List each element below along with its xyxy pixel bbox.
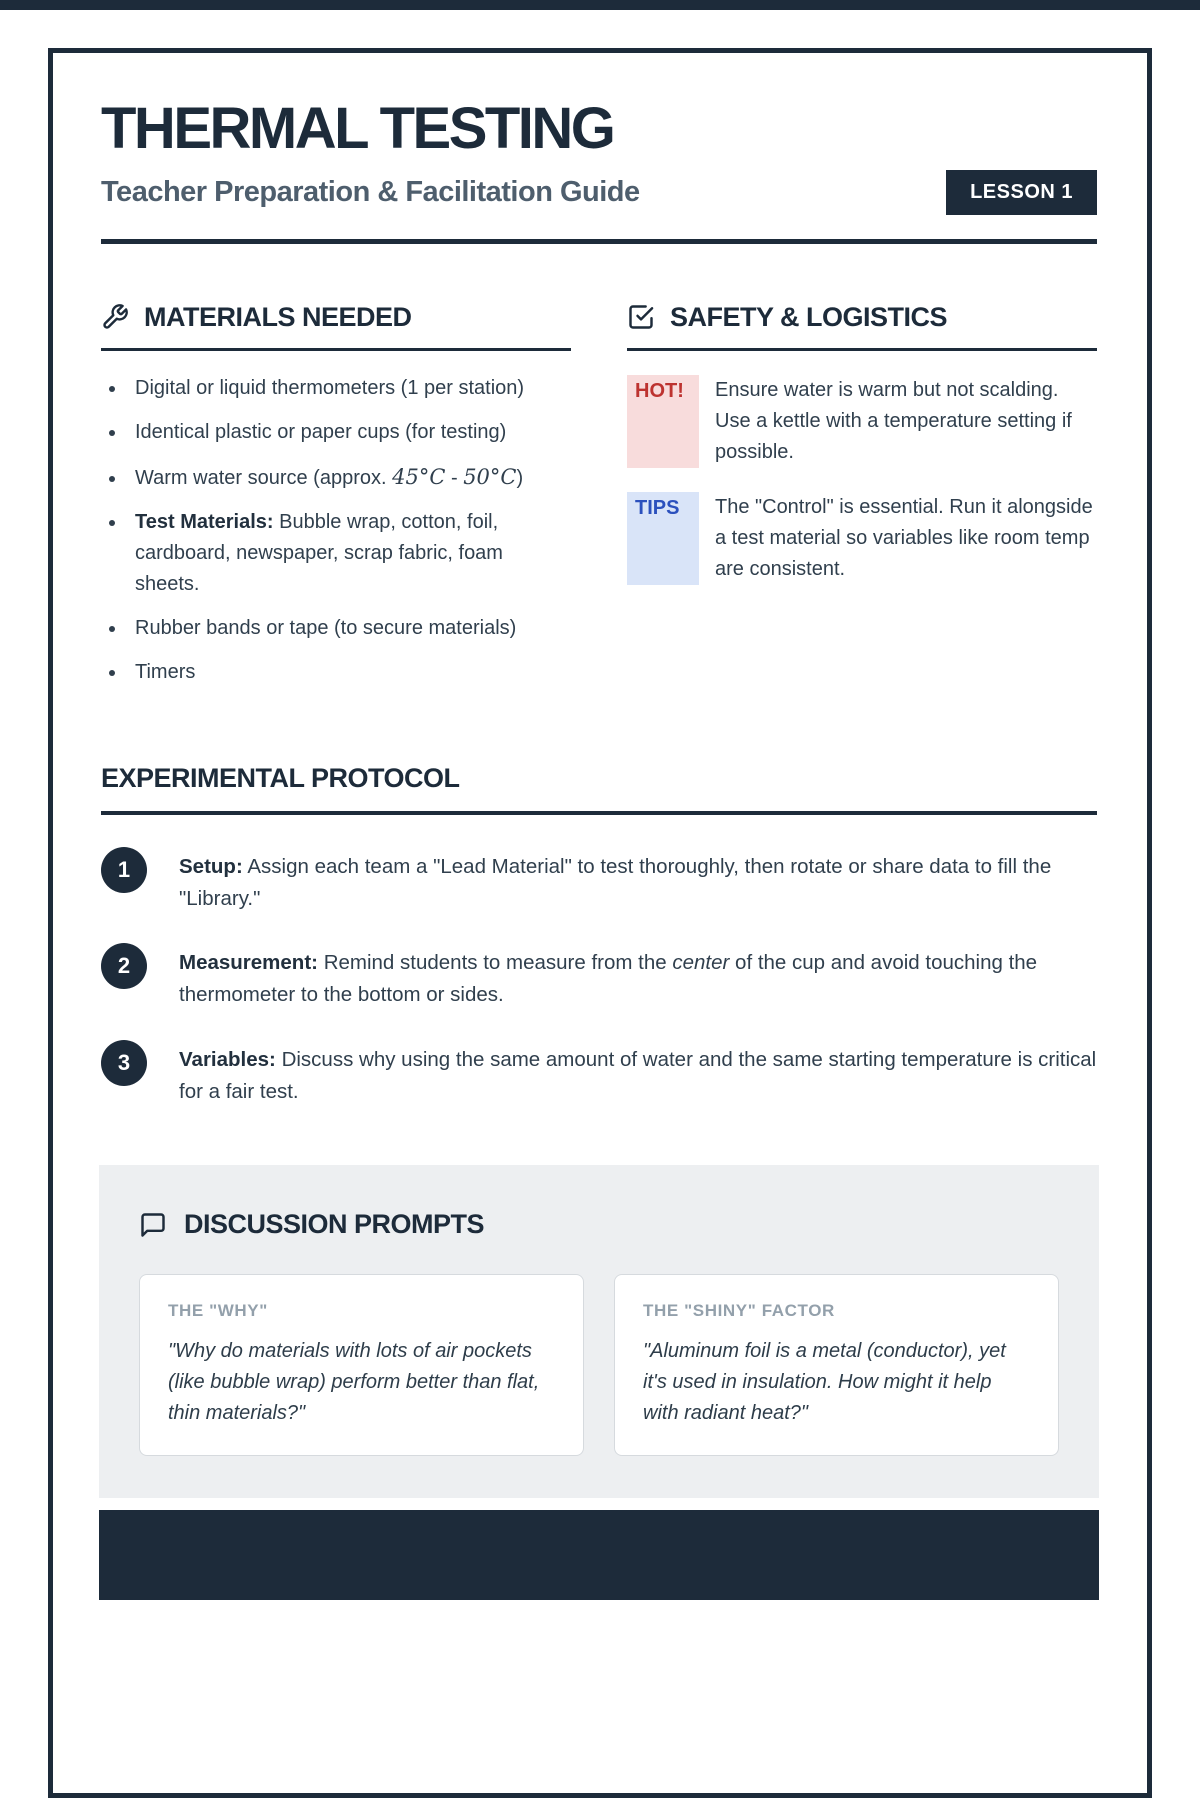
prompt-card-why	[139, 1274, 584, 1456]
list-item: • Timers	[127, 657, 571, 688]
step-text: Variables: Discuss why using the same amount of water and the same starting temperature is critical for a fair test.	[179, 1047, 1097, 1103]
two-column-layout	[101, 302, 1097, 701]
wrench-icon	[101, 303, 129, 331]
protocol-step	[101, 847, 1097, 915]
lesson-badge: LESSON 1	[946, 170, 1097, 215]
materials-list	[101, 373, 571, 688]
step-text: Setup: Assign each team a "Lead Material" to test thoroughly, then rotate or share data to fill the "Library."	[179, 854, 1052, 910]
step-number-badge: 3	[101, 1040, 147, 1086]
prompt-card-label: THE "WHY"	[168, 1301, 268, 1321]
protocol-step	[101, 943, 1097, 1011]
safety-section	[627, 302, 1097, 701]
temperature-value: 50°C	[463, 464, 517, 489]
list-item: • Test Materials: Bubble wrap, cotton, foil, cardboard, newspaper, scrap fabric, foam sheets.	[127, 507, 571, 600]
temperature-value: 45°C	[392, 464, 446, 489]
protocol-heading: EXPERIMENTAL PROTOCOL	[101, 762, 460, 793]
prompt-card-quote: "Aluminum foil is a metal (conductor), yet it's used in insulation. How might it help with radiant heat?"	[643, 1340, 1006, 1425]
protocol-step	[101, 1040, 1097, 1108]
step-text: Measurement: Remind students to measure from the center of the cup and avoid touching the thermometer to the bottom or sides.	[179, 951, 1038, 1007]
protocol-heading-row	[101, 763, 1097, 794]
page-title: THERMAL TESTING	[101, 96, 614, 161]
list-item: • Rubber bands or tape (to secure materials)	[127, 613, 571, 644]
emphasized-word: center	[672, 951, 730, 975]
checkbox-icon	[627, 303, 655, 331]
page-top-edge	[0, 0, 1200, 10]
page-subtitle: Teacher Preparation & Facilitation Guide	[101, 175, 640, 208]
header-divider	[101, 239, 1097, 244]
safety-heading-row	[627, 302, 1097, 351]
materials-section	[101, 302, 571, 701]
discussion-panel	[99, 1165, 1099, 1498]
materials-heading: MATERIALS NEEDED	[144, 301, 412, 332]
tips-callout	[627, 492, 1097, 585]
footer-bar	[99, 1510, 1099, 1600]
tips-label: TIPS	[627, 492, 699, 585]
list-item: • Identical plastic or paper cups (for testing)	[127, 417, 571, 448]
hot-text: Ensure water is warm but not scalding. Use a kettle with a temperature setting if possible.	[715, 378, 1072, 463]
guide-document	[48, 48, 1152, 1798]
list-item: • Digital or liquid thermometers (1 per station)	[127, 373, 571, 404]
protocol-divider	[101, 811, 1097, 815]
step-number-badge: 2	[101, 943, 147, 989]
tips-text: The "Control" is essential. Run it alongside a test material so variables like room temp are consistent.	[715, 495, 1093, 580]
safety-heading: SAFETY & LOGISTICS	[670, 301, 948, 332]
step-number-badge: 1	[101, 847, 147, 893]
prompt-card-quote: "Why do materials with lots of air pockets (like bubble wrap) perform better than flat, thin materials?"	[168, 1340, 540, 1425]
hot-warning-callout	[627, 375, 1097, 468]
list-item: • Warm water source (approx. 45°C - 50°C)	[127, 461, 571, 494]
speech-bubble-icon	[139, 1211, 167, 1239]
hot-label: HOT!	[627, 375, 699, 468]
protocol-section	[101, 763, 1097, 1108]
discussion-heading-row	[139, 1209, 1059, 1240]
subtitle-row	[101, 170, 1097, 215]
prompt-card-shiny	[614, 1274, 1059, 1456]
prompt-cards	[139, 1274, 1059, 1456]
materials-heading-row	[101, 302, 571, 351]
discussion-heading: DISCUSSION PROMPTS	[184, 1209, 485, 1240]
prompt-card-label: THE "SHINY" FACTOR	[643, 1301, 835, 1321]
